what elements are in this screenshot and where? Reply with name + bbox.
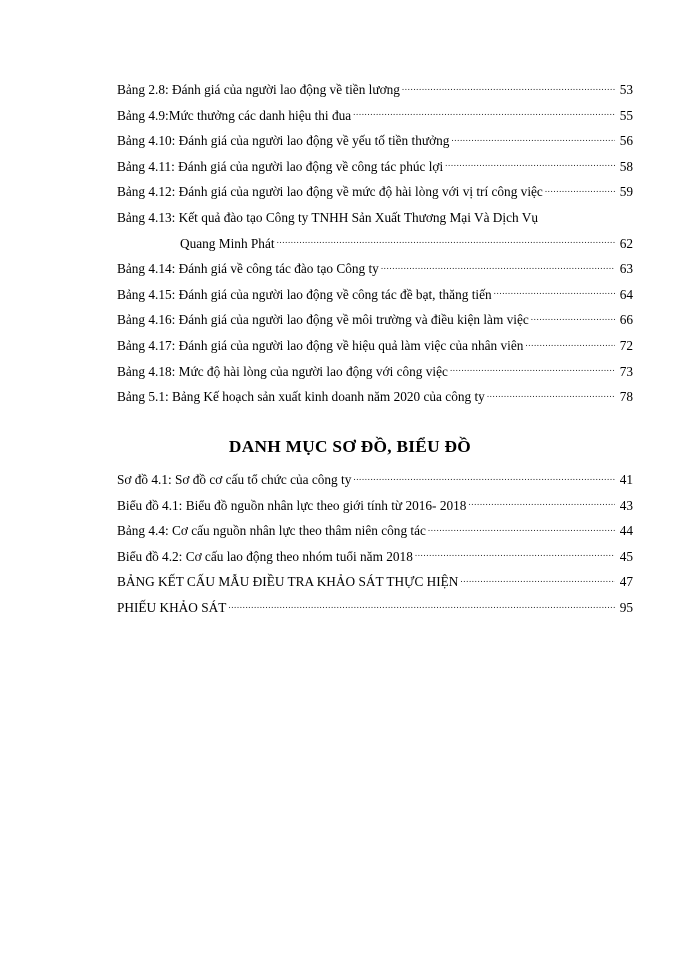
toc-entry[interactable] <box>117 307 633 333</box>
dot-leader <box>381 260 615 273</box>
toc-entry-text: BẢNG KẾT CẤU MẪU ĐIỀU TRA KHẢO SÁT THỰC HIỆN <box>117 574 459 590</box>
toc-page-number: 58 <box>619 158 633 174</box>
dot-leader <box>468 496 615 509</box>
toc-page-number: 59 <box>619 184 633 200</box>
toc-page-number: 53 <box>619 82 633 97</box>
dot-leader <box>531 311 615 324</box>
dot-leader <box>525 337 615 350</box>
toc-entry-continuation[interactable] <box>117 231 633 257</box>
dot-leader <box>545 183 615 196</box>
toc-entry-text: Biểu đồ 4.1: Biểu đồ nguồn nhân lực theo giới tính từ 2016- 2018 <box>117 497 467 513</box>
toc-page-number: 41 <box>619 472 633 487</box>
toc-page-number: 62 <box>619 235 633 251</box>
dot-leader <box>428 522 615 535</box>
toc-entry-text: Bảng 4.14: Đánh giá về công tác đào tạo Công ty <box>117 261 379 277</box>
toc-entry[interactable] <box>117 205 633 231</box>
toc-page-number: 72 <box>619 337 633 353</box>
toc-entry[interactable] <box>117 518 633 544</box>
toc-page-number: 45 <box>619 548 633 564</box>
dot-leader <box>415 547 615 560</box>
toc-entry[interactable] <box>117 128 633 154</box>
dot-leader <box>460 573 615 586</box>
toc-entry-text: Bảng 4.10: Đánh giá của người lao động về yếu tố tiền thưởng <box>117 133 450 149</box>
toc-page-number: 73 <box>619 363 633 379</box>
toc-page-number: 43 <box>619 497 633 513</box>
toc-entry-text: Bảng 5.1: Bảng Kế hoạch sản xuất kinh doanh năm 2020 của công ty <box>117 389 485 405</box>
toc-entry[interactable] <box>117 103 633 129</box>
dot-leader <box>487 388 615 401</box>
dot-leader <box>494 285 615 298</box>
toc-entry-text: Biểu đồ 4.2: Cơ cấu lao động theo nhóm tuổi năm 2018 <box>117 548 413 564</box>
toc-entry[interactable] <box>117 544 633 570</box>
dot-leader <box>228 599 615 612</box>
toc-entry-text: Bảng 4.4: Cơ cấu nguồn nhân lực theo thâm niên công tác <box>117 523 426 539</box>
dot-leader <box>277 234 615 247</box>
toc-page-number: 55 <box>619 107 633 123</box>
toc-page-number: 47 <box>619 574 633 590</box>
toc-page-number: 78 <box>619 389 633 405</box>
toc-page-number: 66 <box>619 312 633 328</box>
dot-leader <box>353 106 615 119</box>
toc-entry[interactable] <box>117 179 633 205</box>
toc-page-number: 95 <box>619 599 633 615</box>
toc-entry[interactable] <box>117 493 633 519</box>
toc-entry-text: Bảng 4.13: Kết quả đào tạo Công ty TNHH Sản Xuất Thương Mại Và Dịch Vụ <box>117 209 538 225</box>
toc-entry[interactable] <box>117 569 633 595</box>
toc-entry[interactable] <box>117 384 633 410</box>
toc-entry-text: Bảng 4.11: Đánh giá của người lao động về công tác phúc lợi <box>117 158 444 174</box>
toc-entry[interactable] <box>117 595 633 621</box>
dot-leader <box>353 471 615 484</box>
toc-entry[interactable] <box>117 256 633 282</box>
dot-leader <box>450 362 615 375</box>
toc-entry[interactable] <box>117 154 633 180</box>
toc-entry[interactable] <box>117 333 633 359</box>
toc-entry-text: Bảng 4.15: Đánh giá của người lao động về công tác đề bạt, thăng tiến <box>117 286 492 302</box>
dot-leader <box>451 132 615 145</box>
toc-entry-text: Bảng 4.17: Đánh giá của người lao động về hiệu quả làm việc của nhân viên <box>117 337 524 353</box>
dot-leader <box>445 157 615 170</box>
figures-list <box>117 467 633 621</box>
toc-entry[interactable] <box>117 282 633 308</box>
toc-page-number: 44 <box>619 523 633 539</box>
figures-section-heading: DANH MỤC SƠ ĐỒ, BIỂU ĐỒ <box>228 437 472 456</box>
toc-entry[interactable] <box>117 467 633 493</box>
toc-entry-text: Bảng 4.18: Mức độ hài lòng của người lao động với công việc <box>117 363 448 379</box>
toc-entry-text: Sơ đồ 4.1: Sơ đồ cơ cấu tổ chức của công ty <box>117 472 352 487</box>
toc-entry-text: PHIẾU KHẢO SÁT <box>117 599 227 615</box>
toc-page-number: 64 <box>619 286 633 302</box>
toc-entry[interactable] <box>117 359 633 385</box>
tables-list <box>117 77 633 410</box>
toc-entry-text: Bảng 4.16: Đánh giá của người lao động về môi trường và điều kiện làm việc <box>117 312 529 328</box>
toc-entry-text: Quang Minh Phát <box>180 235 275 251</box>
toc-entry[interactable] <box>117 77 633 103</box>
toc-entry-text: Bảng 4.12: Đánh giá của người lao động về mức độ hài lòng với vị trí công việc <box>117 184 543 200</box>
toc-entry-text: Bảng 4.9:Mức thưởng các danh hiệu thi đua <box>117 107 352 123</box>
toc-entry-text: Bảng 2.8: Đánh giá của người lao động về tiền lương <box>117 82 400 97</box>
dot-leader <box>402 81 615 94</box>
toc-page-number: 56 <box>619 133 633 149</box>
toc-page-number: 63 <box>619 261 633 277</box>
